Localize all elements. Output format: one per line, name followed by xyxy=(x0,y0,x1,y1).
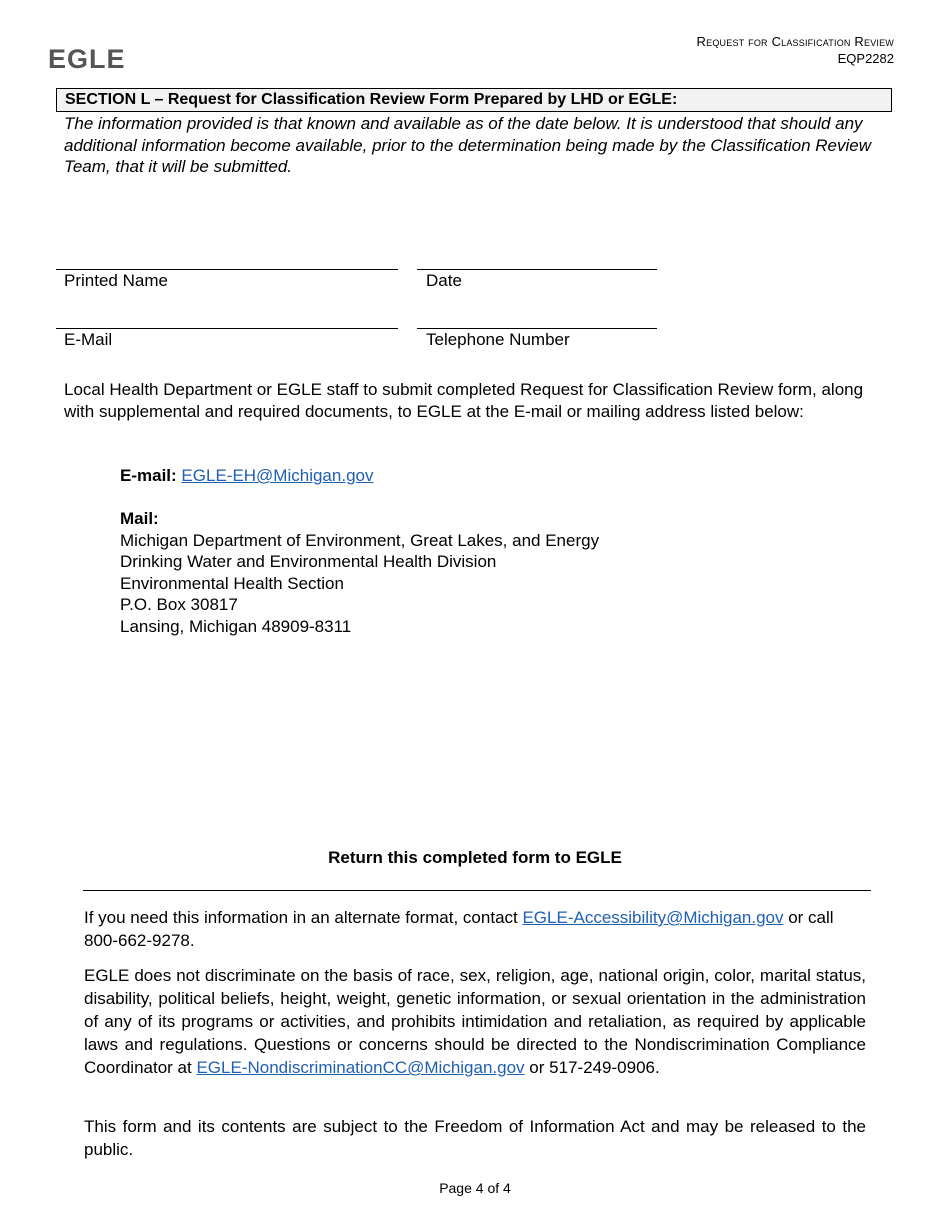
mail-line: Drinking Water and Environmental Health Division xyxy=(120,552,497,571)
date-label: Date xyxy=(426,271,462,290)
email-contact xyxy=(120,465,373,487)
printed-name-line[interactable] xyxy=(56,269,398,270)
foia-notice: This form and its contents are subject to the Freedom of Information Act and may be released to the public. xyxy=(84,1117,866,1159)
mail-line: P.O. Box 30817 xyxy=(120,595,238,614)
egle-logo xyxy=(48,44,128,72)
mail-line: Michigan Department of Environment, Great Lakes, and Energy xyxy=(120,530,600,550)
nondiscrimination-text: EGLE does not discriminate on the basis of race, sex, religion, age, national origin, color, marital status, disability, political beliefs, height, weight, genetic information, or sexual orientation in the administration of any of its programs or activities, and prohibits intimidation and retaliation, as required by applicable laws and regulations. Questions or concerns should be directed to the Nondiscrimination Compliance Coordinator at xyxy=(84,966,866,1077)
mail-label: Mail: xyxy=(120,509,159,528)
email-label: E-Mail xyxy=(64,330,113,349)
telephone-line[interactable] xyxy=(417,328,657,329)
nondiscrimination-email-link[interactable]: EGLE-NondiscriminationCC@Michigan.gov xyxy=(196,1058,525,1077)
section-intro: The information provided is that known and available as of the date below. It is understood that should any additional information become available, prior to the determination being made by the Classification Review Team, that it will be submitted. xyxy=(64,114,872,176)
nondiscrimination-notice xyxy=(84,964,866,1079)
mail-line: Lansing, Michigan 48909-8311 xyxy=(120,616,352,636)
mailing-address xyxy=(120,508,599,637)
alt-format-phone: or call 800-662-9278. xyxy=(84,908,834,950)
printed-name-label: Printed Name xyxy=(64,271,168,290)
return-title: Return this completed form to EGLE xyxy=(328,848,622,867)
mail-line: Environmental Health Section xyxy=(120,573,344,593)
date-line[interactable] xyxy=(417,269,657,270)
form-title: Request for Classification Review xyxy=(696,34,894,49)
eh-email-link[interactable]: EGLE-EH@Michigan.gov xyxy=(181,466,374,485)
form-code: EQP2282 xyxy=(837,51,894,66)
section-header xyxy=(56,88,892,112)
egle-logo-text: EGLE xyxy=(48,44,126,72)
footer-divider xyxy=(83,890,871,891)
email-contact-label: E-mail: xyxy=(120,466,177,485)
nondiscrimination-phone: or 517-249-0906. xyxy=(524,1058,660,1077)
alt-format-text: If you need this information in an alternate format, contact xyxy=(84,908,523,927)
page-number: Page 4 of 4 xyxy=(439,1180,511,1196)
alt-format-notice xyxy=(84,906,866,952)
telephone-label: Telephone Number xyxy=(426,330,570,349)
section-title: SECTION L – Request for Classification Review Form Prepared by LHD or EGLE: xyxy=(65,91,678,108)
submission-instructions: Local Health Department or EGLE staff to submit completed Request for Classification Review form, along with supplemental and required documents, to EGLE at the E-mail or mailing address listed below: xyxy=(64,380,864,421)
email-line[interactable] xyxy=(56,328,398,329)
accessibility-email-link[interactable]: EGLE-Accessibility@Michigan.gov xyxy=(522,908,784,927)
